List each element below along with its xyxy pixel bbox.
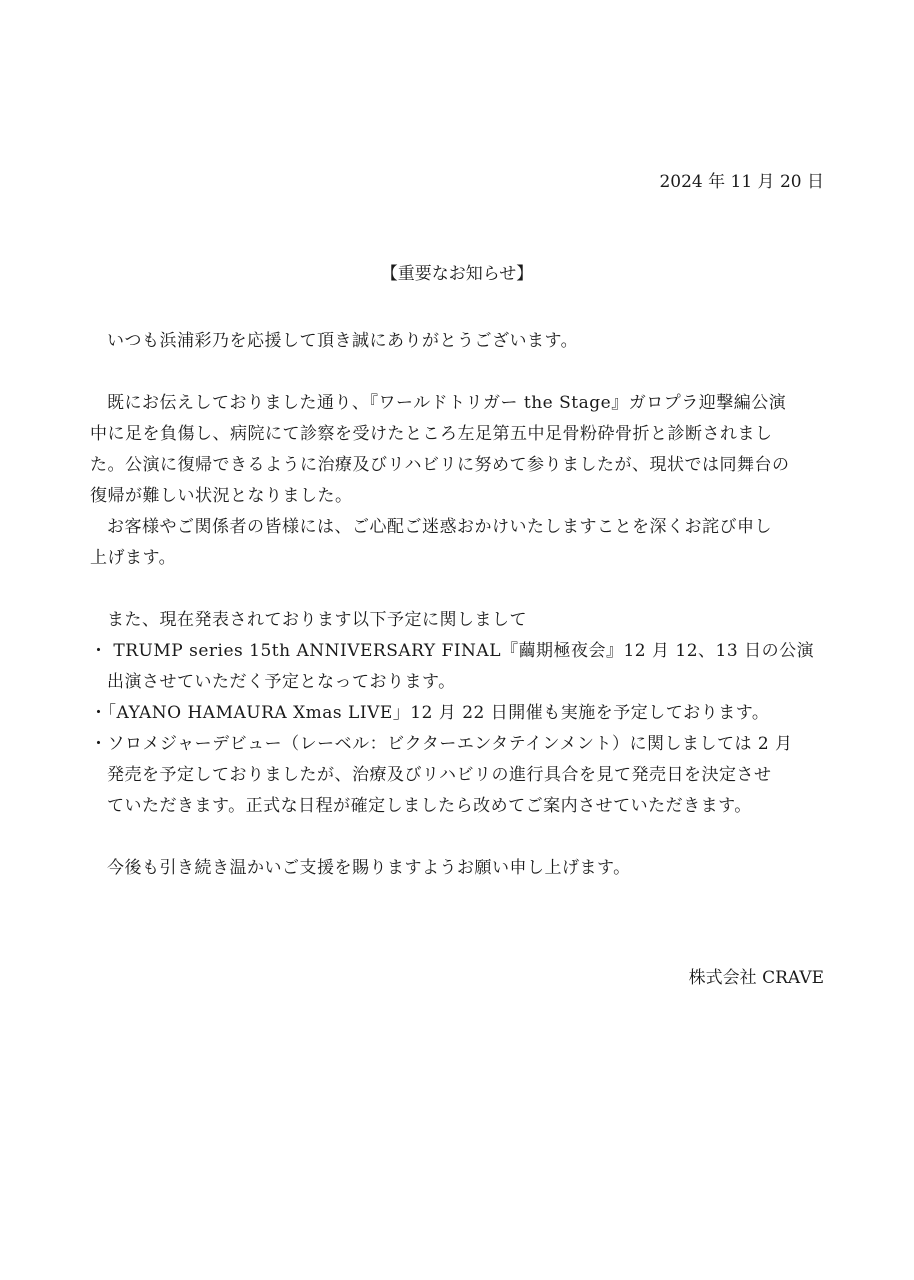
- spacer: [90, 357, 830, 388]
- schedule-item-line: ていただきます。正式な日程が確定しましたら改めてご案内させていただきます。: [107, 796, 752, 816]
- injury-line: た。公演に復帰できるように治療及びリハビリに努めて参りましたが、現状では同舞台の: [90, 455, 790, 475]
- closing-line: 今後も引き続き温かいご支援を賜りますようお願い申し上げます。: [107, 858, 631, 878]
- apology-paragraph: [90, 512, 830, 574]
- schedule-item-line: 出演させていただく予定となっております。: [107, 672, 456, 692]
- apology-line: 上げます。: [90, 548, 177, 568]
- schedule-item: [90, 698, 830, 729]
- spacer: [90, 574, 830, 605]
- injury-line: 復帰が難しい状況となりました。: [90, 486, 353, 506]
- greeting-paragraph: [90, 326, 830, 357]
- schedule-intro: また、現在発表されております以下予定に関しまして: [107, 610, 527, 630]
- apology-line: お客様やご関係者の皆様には、ご心配ご迷惑おかけいたしますことを深くお詫び申し: [107, 517, 772, 537]
- injury-line: 中に足を負傷し、病院にて診察を受けたところ左足第五中足骨粉砕骨折と診断されまし: [90, 424, 773, 444]
- spacer: [90, 822, 830, 853]
- schedule-item-line: ・ TRUMP series 15th ANNIVERSARY FINAL『繭期極夜会』12 月 12、13 日の公演: [90, 641, 815, 661]
- injury-line: 既にお伝えしておりました通り、『ワールドトリガー the Stage』ガロプラ迎撃編公演: [107, 393, 787, 413]
- notice-title: 【重要なお知らせ】: [380, 264, 534, 284]
- schedule-item-line: ・「AYANO HAMAURA Xmas LIVE」12 月 22 日開催も実施を予定しております。: [90, 703, 770, 723]
- schedule-item-line: ・ソロメジャーデビュー（レーベル：ビクターエンタテインメント）に関しましては 2 月: [90, 734, 793, 754]
- injury-paragraph: [90, 388, 830, 512]
- schedule-item: [90, 636, 830, 698]
- schedule-item-line: 発売を予定しておりましたが、治療及びリハビリの進行具合を見て発売日を決定させ: [107, 765, 772, 785]
- notice-body: [90, 326, 830, 884]
- schedule-section: [90, 605, 830, 822]
- company-signature: 株式会社 CRAVE: [688, 968, 824, 988]
- greeting-line: いつも浜浦彩乃を応援して頂き誠にありがとうございます。: [107, 331, 579, 351]
- notice-date: 2024 年 11 月 20 日: [659, 172, 824, 192]
- schedule-item: [90, 729, 830, 822]
- closing-paragraph: [90, 853, 830, 884]
